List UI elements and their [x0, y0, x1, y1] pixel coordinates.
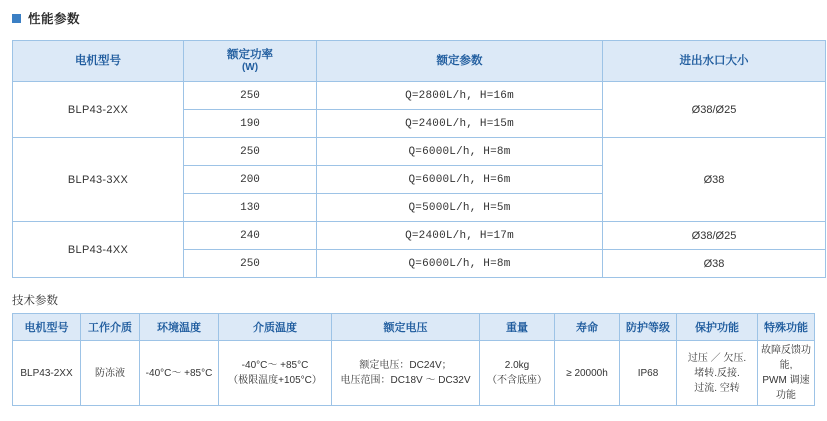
table-row	[13, 222, 826, 250]
cell-model: BLP43-3XX	[13, 138, 184, 222]
tech-table-wrapper	[12, 313, 815, 406]
performance-table-body	[13, 82, 826, 278]
table-header-row	[13, 41, 826, 82]
performance-table-head	[13, 41, 826, 82]
performance-table-wrapper	[12, 40, 815, 278]
cell-params: Q=2400L/h, H=17m	[317, 222, 603, 250]
header-power	[184, 41, 317, 82]
cell-port: Ø38	[603, 138, 826, 222]
cell-protect-line1: 过压 ／ 欠压.	[687, 352, 747, 364]
cell-weight	[480, 341, 555, 406]
cell-voltage-line1: 额定电压：DC24V；	[359, 360, 452, 371]
cell-power: 240	[184, 222, 317, 250]
table-row	[13, 82, 826, 110]
cell-port: Ø38	[603, 250, 826, 278]
cell-voltage-line2: 电压范围：DC18V ～ DC32V	[340, 375, 471, 386]
tech-section-label: 技术参数	[12, 295, 58, 307]
header-life: 寿命	[555, 314, 620, 341]
header-ambient-temp: 环境温度	[140, 314, 219, 341]
cell-model: BLP43-2XX	[13, 341, 81, 406]
cell-params: Q=6000L/h, H=8m	[317, 138, 603, 166]
header-power-unit: (W)	[241, 61, 259, 73]
header-model: 电机型号	[13, 41, 184, 82]
header-params: 额定参数	[317, 41, 603, 82]
header-medium-temp: 介质温度	[219, 314, 332, 341]
header-protection-class: 防护等级	[620, 314, 677, 341]
cell-weight-line2: （不含底座）	[487, 375, 547, 386]
cell-params: Q=5000L/h, H=5m	[317, 194, 603, 222]
table-row	[13, 138, 826, 166]
performance-table	[12, 40, 826, 278]
cell-power: 250	[184, 82, 317, 110]
cell-voltage	[332, 341, 480, 406]
page	[0, 8, 827, 421]
cell-medium-temp-line1: -40°C～ +85°C	[241, 360, 309, 371]
cell-power: 200	[184, 166, 317, 194]
cell-params: Q=6000L/h, H=6m	[317, 166, 603, 194]
cell-protect-function	[677, 341, 758, 406]
cell-special-line2: PWM 调速功能	[762, 375, 810, 401]
cell-power: 130	[184, 194, 317, 222]
table-row	[13, 341, 815, 406]
tech-table-body	[13, 341, 815, 406]
tech-table-head	[13, 314, 815, 341]
cell-medium: 防冻液	[81, 341, 140, 406]
cell-medium-temp-line2: （极限温度+105°C）	[228, 375, 322, 386]
cell-power: 190	[184, 110, 317, 138]
cell-protect-line3: 过流. 空转	[694, 382, 740, 394]
cell-port: Ø38/Ø25	[603, 82, 826, 138]
cell-power: 250	[184, 138, 317, 166]
section-marker-icon	[12, 14, 21, 23]
header-weight: 重量	[480, 314, 555, 341]
cell-protect-line2: 堵转.反接.	[694, 367, 740, 379]
cell-life: ≥ 20000h	[555, 341, 620, 406]
section-heading	[12, 8, 827, 28]
cell-model: BLP43-4XX	[13, 222, 184, 278]
cell-special-line1: 故障反馈功能,	[761, 345, 811, 371]
header-port: 进出水口大小	[603, 41, 826, 82]
cell-ambient-temp: -40°C～ +85°C	[140, 341, 219, 406]
header-protect-function: 保护功能	[677, 314, 758, 341]
cell-protection-class: IP68	[620, 341, 677, 406]
table-header-row	[13, 314, 815, 341]
cell-port: Ø38/Ø25	[603, 222, 826, 250]
cell-params: Q=2800L/h, H=16m	[317, 82, 603, 110]
page-title: 性能参数	[28, 12, 81, 26]
header-power-label: 额定功率	[227, 48, 273, 61]
cell-special-function	[758, 341, 815, 406]
cell-model: BLP43-2XX	[13, 82, 184, 138]
header-medium: 工作介质	[81, 314, 140, 341]
cell-params: Q=6000L/h, H=8m	[317, 250, 603, 278]
tech-table	[12, 313, 815, 406]
cell-medium-temp	[219, 341, 332, 406]
cell-params: Q=2400L/h, H=15m	[317, 110, 603, 138]
header-model: 电机型号	[13, 314, 81, 341]
header-voltage: 额定电压	[332, 314, 480, 341]
header-special-function: 特殊功能	[758, 314, 815, 341]
cell-power: 250	[184, 250, 317, 278]
cell-weight-line1: 2.0kg	[504, 360, 530, 371]
